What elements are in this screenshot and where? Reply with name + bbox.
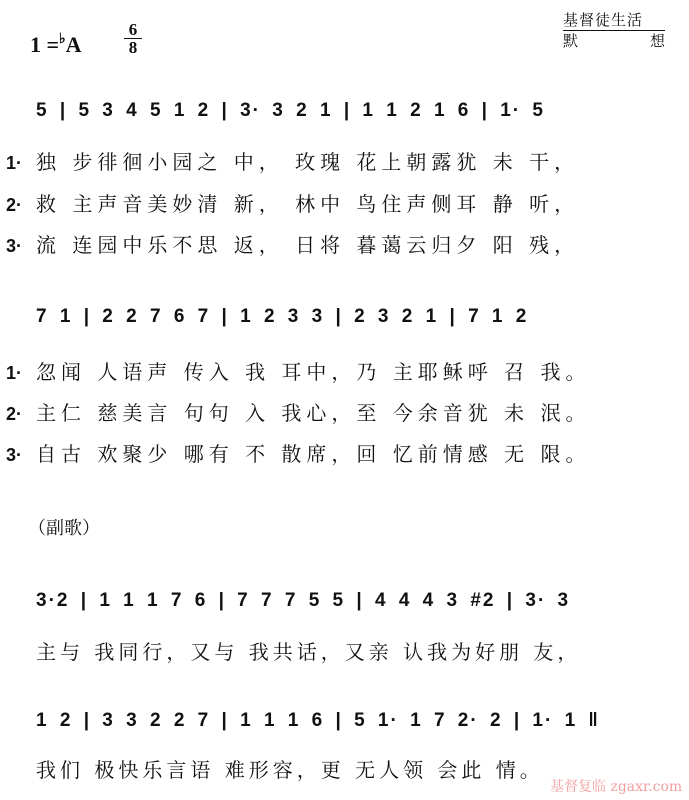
lyric-chorus-line-2: 我们 极快乐言语 难形容，更 无人领 会此 情。	[36, 758, 544, 782]
author-label: 默 想	[563, 32, 665, 50]
source-label: 基督徒生活	[563, 10, 665, 31]
lyric-chorus-line-1: 主与 我同行，又与 我共话，又亲 认我为好朋 友，	[36, 640, 582, 664]
notation-row-chorus-2: 1 2 | 3 3 2 2 7 | 1 1 1 6 | 5 1· 1 7 2· 2 | 1· 1 ‖	[36, 710, 600, 731]
lyric-verse-3-line-2: 3· 自古 欢聚少 哪有 不 散席，回 忆前情感 无 限。	[6, 442, 591, 466]
key-signature: 1 =♭A	[30, 32, 82, 57]
notation-row-1: 5 | 5 3 4 5 1 2 | 3· 3 2 1 | 1 1 2 1 6 | 1· 5	[36, 100, 545, 121]
lyric-verse-2-line-1: 2· 救 主声音美妙清 新， 林中 鸟住声侧耳 静 听，	[6, 192, 580, 216]
notation-row-chorus-1: 3·2 | 1 1 1 7 6 | 7 7 7 5 5 | 4 4 4 3 #2 | 3· 3	[36, 590, 571, 611]
chorus-label: （副歌）	[28, 518, 100, 539]
notation-row-2: 7 1 | 2 2 7 6 7 | 1 2 3 3 | 2 3 2 1 | 7 1 2	[36, 306, 529, 327]
credit-block	[563, 10, 665, 51]
lyric-verse-1-line-1: 1· 独 步徘徊小园之 中， 玫瑰 花上朝露犹 未 干，	[6, 150, 580, 174]
lyric-verse-1-line-2: 1· 忽闻 人语声 传入 我 耳中，乃 主耶稣呼 召 我。	[6, 360, 591, 384]
watermark: 基督复临 zgaxr.com	[550, 779, 683, 795]
lyric-verse-3-line-1: 3· 流 连园中乐不思 返， 日将 暮蔼云归夕 阳 残，	[6, 233, 580, 257]
time-signature	[124, 21, 142, 56]
meter-bottom: 8	[128, 38, 138, 57]
meter-top: 6	[124, 21, 142, 39]
lyric-verse-2-line-2: 2· 主仁 慈美言 句句 入 我心，至 今余音犹 未 泯。	[6, 401, 591, 425]
